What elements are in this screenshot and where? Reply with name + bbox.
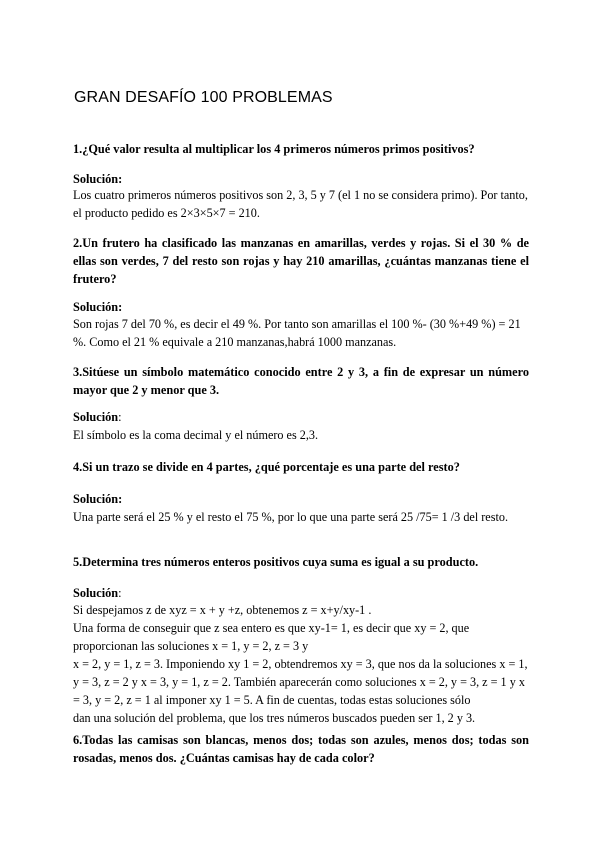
answer-2-line: Son rojas 7 del 70 %, es decir el 49 %. Por tanto son amarillas el 100 %- (30 %+49 %) = 21	[73, 317, 521, 331]
question-5: 5.Determina tres números enteros positivos cuya suma es igual a su producto.	[73, 555, 479, 569]
answer-2-line: %. Como el 21 % equivale a 210 manzanas,habrá 1000 manzanas.	[73, 335, 397, 349]
answer-3	[73, 426, 533, 444]
solution-label-2: Solución:	[73, 300, 123, 314]
solution-label-5: Solución:	[73, 586, 122, 600]
answer-2	[73, 315, 533, 351]
question-2: 2.Un frutero ha clasificado las manzanas en amarillas, verdes y rojas. Si el 30 % de ellas son verdes, 7 del resto son rojas y hay 210 amarillas, ¿cuántas manzanas tiene el frutero?	[73, 236, 529, 286]
question-4: 4.Si un trazo se divide en 4 partes, ¿qué porcentaje es una parte del resto?	[73, 460, 460, 474]
answer-5	[73, 601, 533, 727]
question-6: 6.Todas las camisas son blancas, menos dos; todas son azules, menos dos; todas son rosadas, menos dos. ¿Cuántas camisas hay de cada color?	[73, 733, 529, 765]
answer-4-line: Una parte será el 25 % y el resto el 75 %, por lo que una parte será 25 /75= 1 /3 del resto.	[73, 510, 508, 524]
page-title: GRAN DESAFÍO 100 PROBLEMAS	[74, 89, 333, 106]
answer-5-line: x = 2, y = 1, z = 3. Imponiendo xy 1 = 2, obtendremos xy = 3, que nos da la soluciones x = 1,	[73, 657, 528, 671]
answer-1-line: el producto pedido es 2×3×5×7 = 210.	[73, 206, 260, 220]
answer-4	[73, 508, 533, 526]
answer-5-line: = 3, y = 2, z = 1 al imponer xy 1 = 5. A fin de cuentas, todas estas soluciones sólo	[73, 693, 471, 707]
solution-label-1: Solución:	[73, 172, 123, 186]
solution-label-3: Solución:	[73, 410, 122, 424]
answer-5-line: dan una solución del problema, que los tres números buscados pueden ser 1, 2 y 3.	[73, 711, 476, 725]
answer-1-line: Los cuatro primeros números positivos son 2, 3, 5 y 7 (el 1 no se considera primo). Por tanto,	[73, 188, 528, 202]
question-3: 3.Sitúese un símbolo matemático conocido entre 2 y 3, a fin de expresar un número mayor que 2 y menor que 3.	[73, 365, 529, 397]
answer-5-line: y = 3, z = 2 y x = 3, y = 1, z = 2. También aparecerán como soluciones x = 2, y = 3, z = 1 y x	[73, 675, 525, 689]
answer-5-line: proporcionan las soluciones x = 1, y = 2, z = 3 y	[73, 639, 309, 653]
solution-label-4: Solución:	[73, 492, 123, 506]
answer-3-line: El símbolo es la coma decimal y el número es 2,3.	[73, 428, 319, 442]
answer-1	[73, 186, 533, 222]
answer-5-line: Si despejamos z de xyz = x + y +z, obtenemos z = x+y/xy-1 .	[73, 603, 372, 617]
question-1: 1.¿Qué valor resulta al multiplicar los 4 primeros números primos positivos?	[73, 142, 475, 156]
answer-5-line: Una forma de conseguir que z sea entero es que xy-1= 1, es decir que xy = 2, que	[73, 621, 470, 635]
